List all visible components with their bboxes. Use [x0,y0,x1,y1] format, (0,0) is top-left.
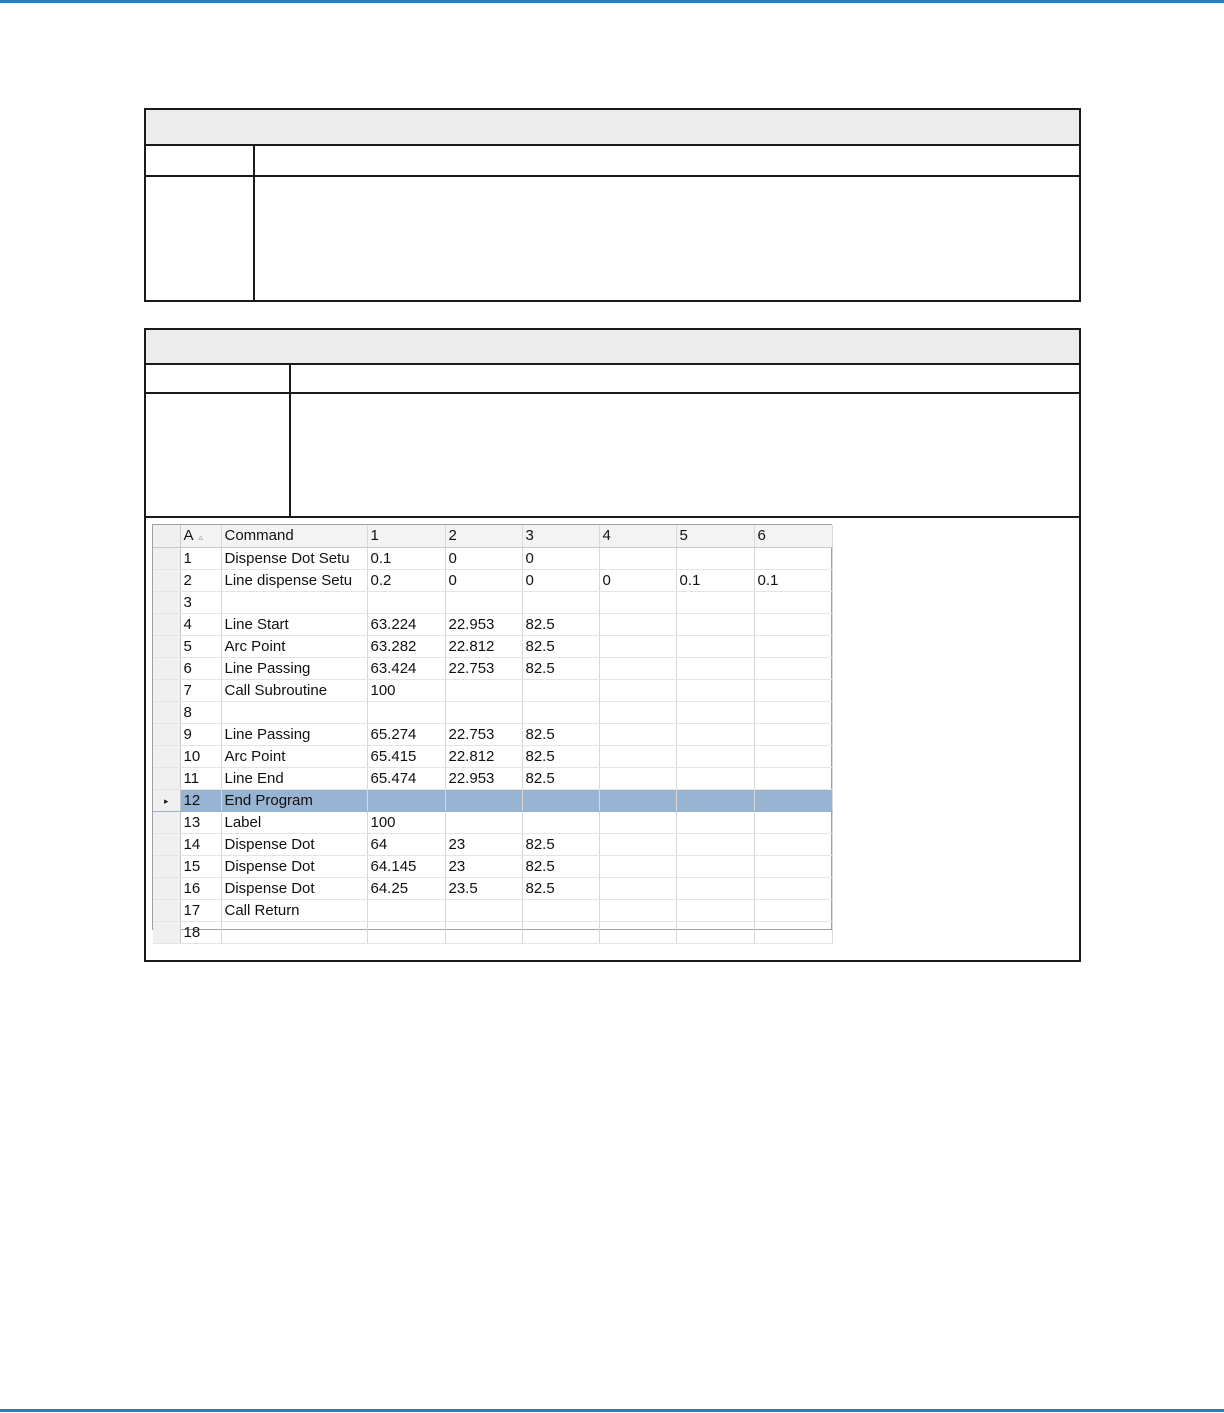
info-box-2-row-divider-2 [146,516,1079,518]
cell-a[interactable]: 4 [180,614,221,636]
cell-3[interactable]: 82.5 [522,768,599,790]
row-selector[interactable] [153,702,180,724]
row-selector[interactable] [153,878,180,900]
table-row[interactable] [153,746,832,768]
cell-command[interactable]: Arc Point [221,746,367,768]
cell-command[interactable]: Dispense Dot Setu [221,548,367,570]
cell-2[interactable]: 23 [445,856,522,878]
table-row[interactable] [153,900,832,922]
cell-a[interactable]: 5 [180,636,221,658]
cell-a[interactable]: 13 [180,812,221,834]
table-row[interactable] [153,724,832,746]
cell-command[interactable]: Label [221,812,367,834]
row-selector[interactable] [153,856,180,878]
cell-a[interactable]: 3 [180,592,221,614]
program-grid[interactable] [152,524,832,941]
cell-command[interactable] [221,922,367,944]
cell-5[interactable] [676,724,754,746]
cell-3[interactable]: 82.5 [522,614,599,636]
cell-4[interactable] [599,812,676,834]
cell-5[interactable] [676,768,754,790]
cell-6[interactable] [754,812,832,834]
cell-1[interactable] [367,790,445,812]
row-selector[interactable] [153,768,180,790]
cell-a[interactable]: 16 [180,878,221,900]
row-selector[interactable] [153,834,180,856]
cell-2[interactable] [445,592,522,614]
cell-2[interactable]: 22.953 [445,768,522,790]
table-row[interactable] [153,680,832,702]
cell-1[interactable]: 64 [367,834,445,856]
cell-6[interactable] [754,724,832,746]
cell-1[interactable] [367,702,445,724]
cell-2[interactable] [445,790,522,812]
cell-a[interactable]: 7 [180,680,221,702]
cell-2[interactable]: 22.812 [445,636,522,658]
cell-3[interactable]: 82.5 [522,636,599,658]
cell-4[interactable] [599,900,676,922]
cell-3[interactable]: 82.5 [522,878,599,900]
cell-5[interactable] [676,922,754,944]
cell-6[interactable] [754,548,832,570]
cell-3[interactable] [522,812,599,834]
table-row[interactable] [153,768,832,790]
table-row[interactable] [153,592,832,614]
cell-1[interactable]: 0.1 [367,548,445,570]
cell-2[interactable] [445,812,522,834]
cell-a[interactable]: 12 [180,790,221,812]
cell-2[interactable]: 23 [445,834,522,856]
cell-5[interactable] [676,614,754,636]
row-selector[interactable] [153,724,180,746]
cell-a[interactable]: 11 [180,768,221,790]
cell-a[interactable]: 2 [180,570,221,592]
cell-3[interactable] [522,680,599,702]
cell-3[interactable] [522,592,599,614]
cell-6[interactable] [754,856,832,878]
cell-2[interactable]: 0 [445,570,522,592]
cell-6[interactable] [754,922,832,944]
cell-2[interactable]: 22.753 [445,658,522,680]
cell-a[interactable]: 14 [180,834,221,856]
table-row[interactable] [153,878,832,900]
row-selector-header[interactable] [153,525,180,548]
column-header-5[interactable]: 5 [676,525,754,548]
column-header-command[interactable]: Command [221,525,367,548]
info-box-2-column-divider [289,363,291,518]
table-row[interactable] [153,812,832,834]
row-selector[interactable] [153,900,180,922]
cell-6[interactable] [754,790,832,812]
cell-5[interactable] [676,658,754,680]
cell-1[interactable]: 64.145 [367,856,445,878]
info-box-1 [144,108,1081,302]
table-row[interactable] [153,614,832,636]
cell-a[interactable]: 9 [180,724,221,746]
cell-6[interactable] [754,592,832,614]
info-box-1-header [146,110,1079,146]
cell-command[interactable]: Line End [221,768,367,790]
cell-1[interactable]: 100 [367,680,445,702]
cell-1[interactable] [367,592,445,614]
sort-arrow-icon: ▵ [198,531,204,542]
cell-4[interactable] [599,548,676,570]
cell-5[interactable] [676,900,754,922]
cell-command[interactable] [221,702,367,724]
cell-2[interactable] [445,900,522,922]
cell-6[interactable] [754,680,832,702]
cell-6[interactable] [754,636,832,658]
cell-3[interactable]: 0 [522,570,599,592]
cell-5[interactable] [676,592,754,614]
row-selector[interactable] [153,636,180,658]
cell-1[interactable]: 100 [367,812,445,834]
row-selector[interactable] [153,592,180,614]
cell-command[interactable] [221,592,367,614]
cell-5[interactable] [676,746,754,768]
cell-1[interactable]: 63.282 [367,636,445,658]
cell-2[interactable] [445,922,522,944]
cell-5[interactable] [676,856,754,878]
cell-5[interactable] [676,834,754,856]
row-selector[interactable] [153,548,180,570]
cell-4[interactable] [599,834,676,856]
cell-5[interactable] [676,636,754,658]
cell-6[interactable] [754,878,832,900]
cell-1[interactable] [367,900,445,922]
table-row[interactable] [153,702,832,724]
cell-3[interactable]: 0 [522,548,599,570]
cell-6[interactable] [754,702,832,724]
cell-4[interactable] [599,702,676,724]
cell-command[interactable]: Line Passing [221,658,367,680]
row-selector[interactable] [153,922,180,944]
row-selector[interactable] [153,570,180,592]
column-header-3[interactable]: 3 [522,525,599,548]
row-selector[interactable] [153,614,180,636]
cell-3[interactable]: 82.5 [522,856,599,878]
grid-body [153,548,832,944]
table-row[interactable] [153,922,832,944]
column-header-4[interactable]: 4 [599,525,676,548]
cell-3[interactable]: 82.5 [522,834,599,856]
row-selector[interactable] [153,658,180,680]
cell-4[interactable] [599,680,676,702]
cell-3[interactable]: 82.5 [522,746,599,768]
column-header-a[interactable]: A ▵ [180,525,221,548]
cell-a[interactable]: 10 [180,746,221,768]
cell-4[interactable]: 0 [599,570,676,592]
cell-4[interactable] [599,658,676,680]
header-row [153,525,832,548]
cell-command[interactable]: Line Start [221,614,367,636]
cell-4[interactable] [599,724,676,746]
cell-3[interactable]: 82.5 [522,658,599,680]
table-row[interactable] [153,570,832,592]
column-header-2[interactable]: 2 [445,525,522,548]
cell-3[interactable] [522,790,599,812]
cell-2[interactable]: 23.5 [445,878,522,900]
cell-1[interactable]: 65.415 [367,746,445,768]
cell-command[interactable]: Arc Point [221,636,367,658]
cell-2[interactable]: 22.812 [445,746,522,768]
cell-4[interactable] [599,856,676,878]
cell-1[interactable]: 0.2 [367,570,445,592]
cell-1[interactable]: 63.224 [367,614,445,636]
cell-3[interactable] [522,702,599,724]
row-selector[interactable] [153,812,180,834]
cell-5[interactable] [676,702,754,724]
cell-2[interactable] [445,680,522,702]
cell-2[interactable]: 22.753 [445,724,522,746]
cell-4[interactable] [599,790,676,812]
cell-5[interactable] [676,680,754,702]
bottom-rule [0,1409,1224,1412]
cell-5[interactable]: 0.1 [676,570,754,592]
cell-2[interactable]: 0 [445,548,522,570]
cell-command[interactable]: Line Passing [221,724,367,746]
table-row[interactable] [153,636,832,658]
cell-3[interactable] [522,900,599,922]
cell-5[interactable] [676,812,754,834]
column-header-6[interactable]: 6 [754,525,832,548]
cell-a[interactable]: 18 [180,922,221,944]
cell-command[interactable]: Dispense Dot [221,834,367,856]
info-box-2-row-divider [146,392,1079,394]
cell-6[interactable] [754,900,832,922]
cell-3[interactable] [522,922,599,944]
cell-6[interactable] [754,746,832,768]
column-header-1[interactable]: 1 [367,525,445,548]
cell-1[interactable]: 65.474 [367,768,445,790]
table-row[interactable] [153,856,832,878]
row-selector[interactable] [153,746,180,768]
cell-5[interactable] [676,548,754,570]
cell-command[interactable]: Dispense Dot [221,878,367,900]
current-row-arrow-icon: ▸ [163,795,169,806]
cell-a[interactable]: 1 [180,548,221,570]
cell-5[interactable] [676,878,754,900]
cell-5[interactable] [676,790,754,812]
table-row[interactable] [153,658,832,680]
table-row[interactable] [153,548,832,570]
cell-command[interactable]: Dispense Dot [221,856,367,878]
cell-1[interactable]: 65.274 [367,724,445,746]
cell-6[interactable]: 0.1 [754,570,832,592]
info-box-1-row-divider [146,175,1079,177]
cell-6[interactable] [754,768,832,790]
top-rule [0,0,1224,3]
cell-4[interactable] [599,922,676,944]
cell-6[interactable] [754,834,832,856]
cell-2[interactable]: 22.953 [445,614,522,636]
cell-2[interactable] [445,702,522,724]
cell-a[interactable]: 15 [180,856,221,878]
info-box-1-column-divider [253,144,255,300]
cell-4[interactable] [599,614,676,636]
cell-command[interactable]: Line dispense Setu [221,570,367,592]
cell-1[interactable]: 64.25 [367,878,445,900]
cell-command[interactable]: End Program [221,790,367,812]
cell-1[interactable] [367,922,445,944]
info-box-2-header [146,330,1079,365]
cell-3[interactable]: 82.5 [522,724,599,746]
cell-6[interactable] [754,658,832,680]
cell-command[interactable]: Call Return [221,900,367,922]
cell-command[interactable]: Call Subroutine [221,680,367,702]
cell-4[interactable] [599,878,676,900]
cell-4[interactable] [599,592,676,614]
cell-a[interactable]: 6 [180,658,221,680]
cell-4[interactable] [599,636,676,658]
table-row[interactable] [153,790,832,812]
cell-6[interactable] [754,614,832,636]
cell-a[interactable]: 17 [180,900,221,922]
cell-1[interactable]: 63.424 [367,658,445,680]
program-table [153,525,833,944]
row-selector[interactable] [153,680,180,702]
table-row[interactable] [153,834,832,856]
cell-4[interactable] [599,746,676,768]
cell-a[interactable]: 8 [180,702,221,724]
row-selector[interactable] [153,790,180,812]
cell-4[interactable] [599,768,676,790]
